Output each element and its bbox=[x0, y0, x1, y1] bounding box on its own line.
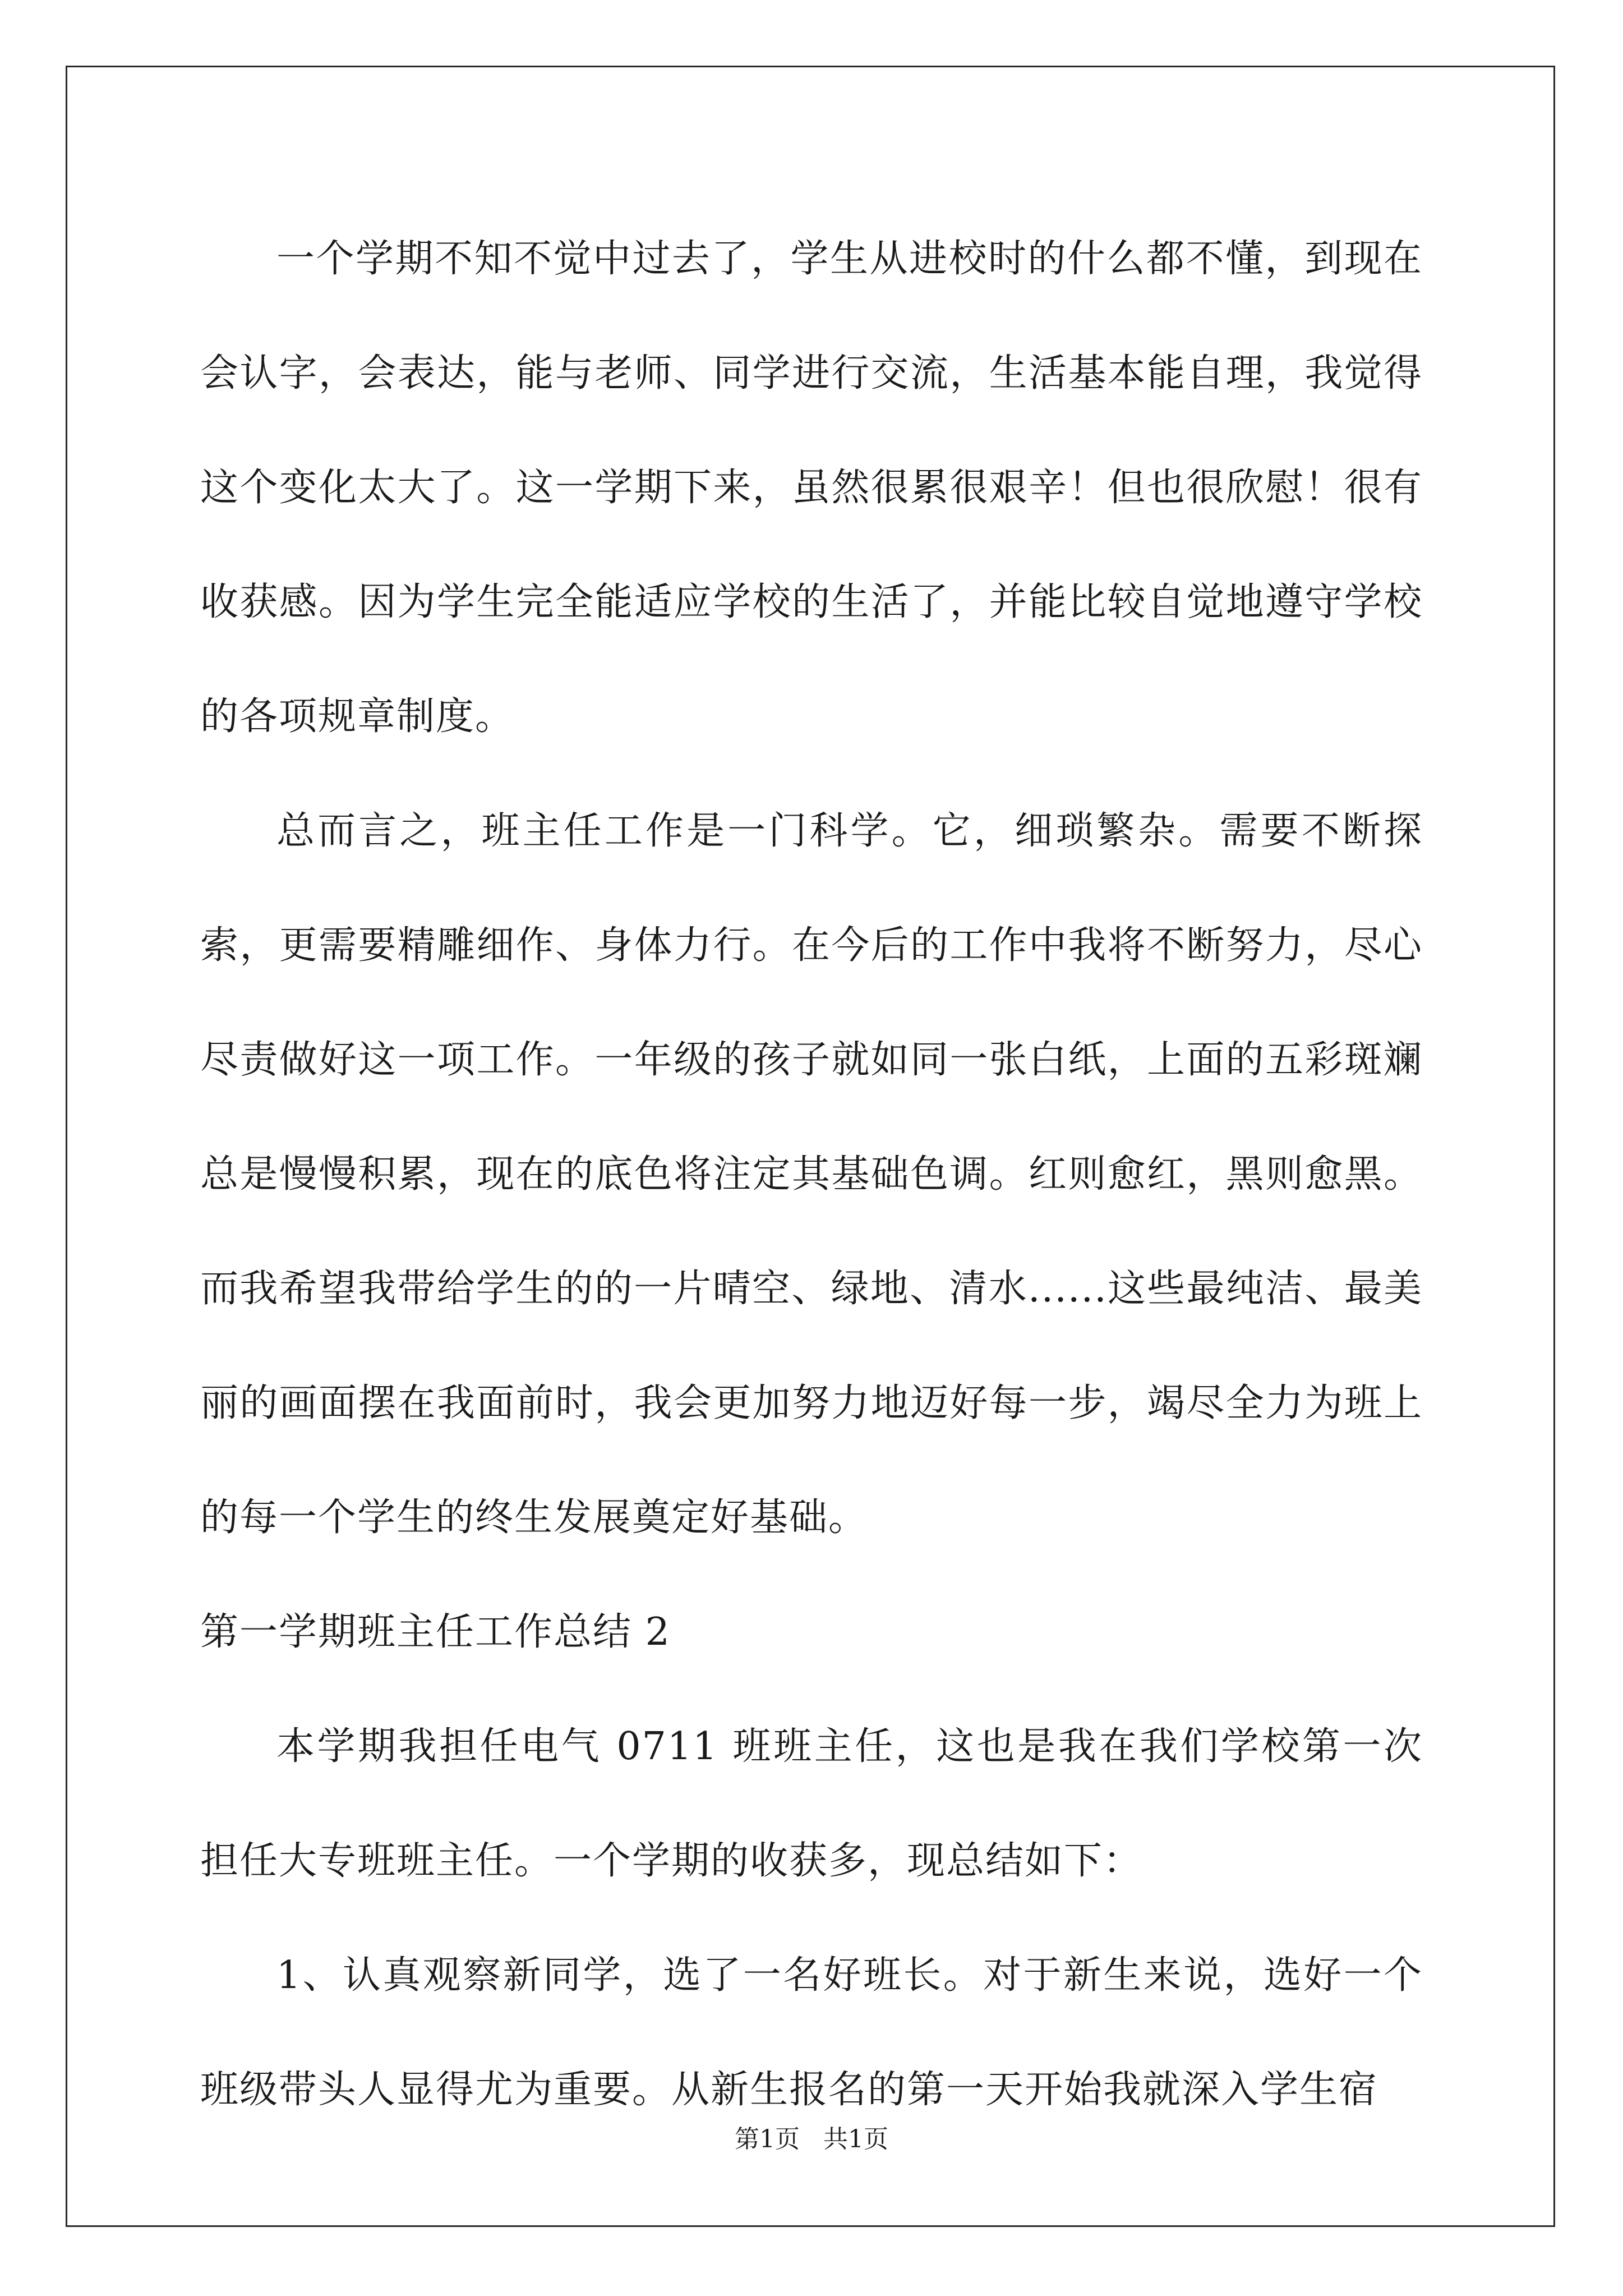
document-body bbox=[200, 202, 1423, 2147]
paragraph-point-1: 1、认真观察新同学，选了一名好班长。对于新生来说，选好一个班级带头人显得尤为重要。从新生报名的第一天开始我就深入学生宿 bbox=[200, 1953, 1423, 2112]
paragraph-intro: 本学期我担任电气 0711 班班主任，这也是我在我们学校第一次担任大专班班主任。一个学期的收获多，现总结如下： bbox=[200, 1724, 1423, 1883]
section-heading: 第一学期班主任工作总结 2 bbox=[200, 1610, 671, 1654]
paragraph-conclusion: 总而言之，班主任工作是一门科学。它，细琐繁杂。需要不断探索，更需要精雕细作、身体力行。在今后的工作中我将不断努力，尽心尽责做好这一项工作。一年级的孩子就如同一张白纸，上面的五彩斑斓总是慢慢积累，现在的底色将注定其基础色调。红则愈红，黑则愈黑。而我希望我带给学生的的一片晴空、绿地、清水......这些最纯洁、最美丽的画面摆在我面前时，我会更加努力地迈好每一步，竭尽全力为班上的每一个学生的终生发展奠定好基础。 bbox=[200, 809, 1423, 1540]
page-footer: 第1页 共1页 bbox=[735, 2125, 888, 2154]
paragraph-semester-reflection: 一个学期不知不觉中过去了，学生从进校时的什么都不懂，到现在会认字，会表达，能与老师、同学进行交流，生活基本能自理，我觉得这个变化太大了。这一学期下来，虽然很累很艰辛！但也很欣慰！很有收获感。因为学生完全能适应学校的生活了，并能比较自觉地遵守学校的各项规章制度。 bbox=[200, 237, 1423, 739]
